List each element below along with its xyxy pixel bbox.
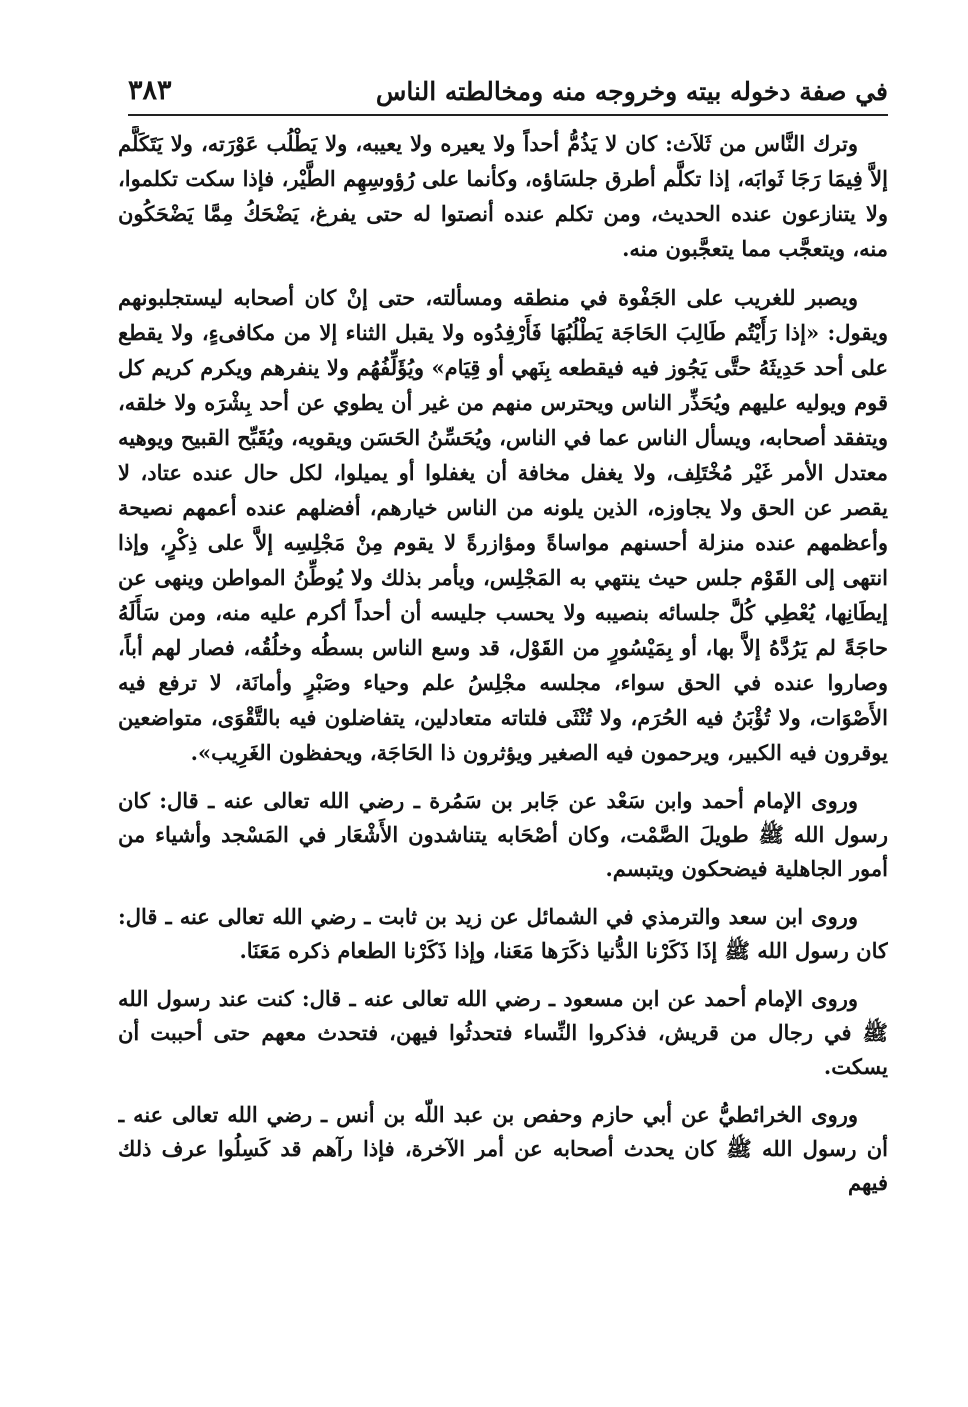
paragraph-narration-ibn-masud: وروى الإمام أحمد عن ابن مسعود ـ رضي الله تعالى عنه ـ قال: كنت عند رسول الله ﷺ في رجال من قريش، فذكروا النِّساء فتحدثُوا فيهن، فتحدث معهم حتى أحببت أن يسكت. (118, 986, 888, 1079)
page-number: ٣٨٣ (128, 75, 172, 106)
paragraph-narration-jabir: وروى الإمام أحمد وابن سَعْد عن جَابر بن سَمُرة ـ رضي الله تعالى عنه ـ قال: كان رسول الله ﷺ طويلَ الصَّمْت، وكان أصْحَابه يتناشدون الأَشْعَار في المَسْجد وأشياء من أمور الجاهلية فيضحكون ويتبسم. (118, 788, 888, 881)
paragraph-narration-zaid: وروى ابن سعد والترمذي في الشمائل عن زيد بن ثابت ـ رضي الله تعالى عنه ـ قال: كان رسول الله ﷺ إذَا ذَكَرْنا الدُّنيا ذكَرَها مَعَنا، وإذا ذَكَرْنا الطعام ذكره مَعَنَا. (118, 904, 888, 963)
body-text (118, 126, 888, 1377)
paragraph-patience-with-stranger: ويصبر للغريب على الجَفْوة في منطقه ومسألته، حتى إنْ كان أصحابه ليستجلبونهم ويقول: «إذا رَأَيْتُم طَالِبَ الحَاجَة يَطْلُبُهَا فَأَرْفِدُوه ولا يقبل الثناء إلا من مكافىءٍ، ولا يقطع على أحد حَدِيثَهُ حتَّى يَجُوز فيه فيقطعه بِنَهي أو قِيَام» ويُؤَلِّفُهُم ولا ينفرهم ويكرم كريم كل قوم ويوليه عليهم ويُحَذِّر الناس ويحترس منهم من غير أن يطوي عن أحد بِشْرَه ولا خلقه، ويتفقد أصحابه، ويسأل الناس عما في الناس، ويُحَسِّنُ الحَسَن ويقويه، ويُقَبِّح القبيح ويوهيه معتدل الأمر غَيْر مُخْتَلِف، ولا يغفل مخافة أن يغفلوا أو يميلوا، لكل حال عنده عتاد، لا يقصر عن الحق ولا يجاوزه، الذين يلونه من الناس خيارهم، أفضلهم عنده أعمهم نصيحة وأعظمهم عنده منزلة أحسنهم مواساةً ومؤازرةً لا يقوم مِنْ مَجْلِسِه إلاَّ على ذِكْرٍ، وإذا انتهى إلى القَوْم جلس حيث ينتهي به المَجْلِس، ويأمر بذلك ولا يُوطِّنُ المواطن وينهى عن إيطَانِها، يُعْطِي كُلَّ جلسائه بنصيبه ولا يحسب جليسه أن أحداً أكرم عليه منه، ومن سَأَلَهُ حاجَةً لم يَرُدَّهُ إلاَّ بها، أو بِمَيْسُورٍ من القَوْل، قد وسع الناس بسطُه وخلُقُه، فصار لهم أباً، وصاروا عنده في الحق سواء، مجلسه مجْلِسُ علم وحياء وصَبْرٍ وأمانَة، لا ترفع فيه الأَصْوَات، ولا تُؤْبَنُ فيه الحُرَم، ولا تُنْثَى فلتاته متعادلين، يتفاضلون فيه بالتَّقْوَى، متواضعين يوقرون فيه الكبير، ويرحمون فيه الصغير ويؤثرون ذا الحَاجَة، ويحفظون الغَرِيب». (118, 285, 888, 765)
chapter-title: في صفة دخوله بيته وخروجه منه ومخالطته الناس (375, 77, 888, 106)
paragraph-narration-kharaiti: وروى الخرائطيُّ عن أبي حازم وحفص بن عبد اللّه بن أنس ـ رضي الله تعالى عنه ـ أن رسول الله ﷺ كان يحدث أصحابه عن أمر الآخرة، فإذا رآهم قد كَسِلُوا عرف ذلك فيهم (118, 1102, 888, 1195)
header-divider (128, 114, 888, 116)
running-header (128, 58, 888, 114)
paragraph-manners: وترك النَّاس من ثَلاَث: كان لا يَذُمُّ أحداً ولا يعيره ولا يعيبه، ولا يَطْلُب عَوْرَته، ولا يَتَكَلَّم إلاَّ فِيمَا رَجَا ثَوابَه، إذا تكلَّم أطرق جلسَاؤه، وكأنما على رُؤوسِهِم الطَّيْر، فإذا سكت تكلموا، ولا يتنازعون عنده الحديث، ومن تكلم عنده أنصتوا له حتى يفرغ، يَضْحَكُ مِمَّا يَضْحَكُون منه، ويتعجَّب مما يتعجَّبون منه. (118, 131, 888, 261)
